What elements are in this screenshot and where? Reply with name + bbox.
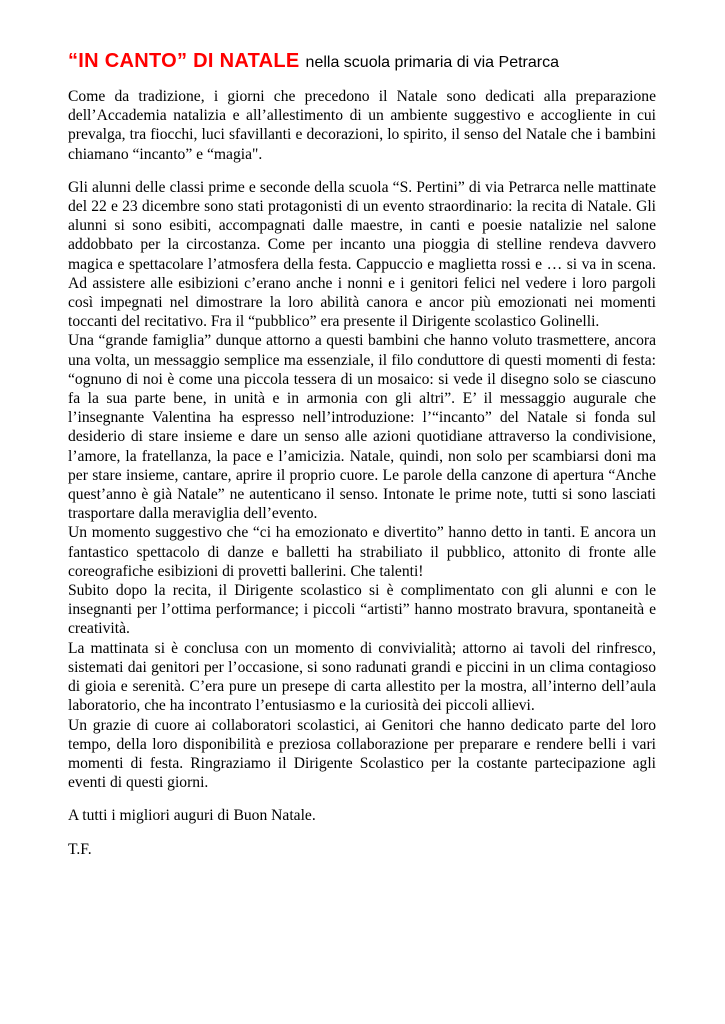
paragraph-moment: Un momento suggestivo che “ci ha emozionato e divertito” hanno detto in tanti. E ancora un fantastico spettacolo di danze e balletti ha strabiliato il pubblico, attonito di fronte alle coreografiche esibizioni di provetti ballerini. Che talenti! bbox=[68, 524, 656, 580]
paragraph-conviviality: La mattinata si è conclusa con un momento di convivialità; attorno ai tavoli del rinfresco, sistemati dai genitori per l’occasione, si sono radunati grandi e piccini in un clima contagioso di gioia e serenità. C’era pure un presepe di carta allestito per la mostra, all’interno dell’aula laboratorio, che ha incontrato l’entusiasmo e la curiosità dei piccoli allievi. bbox=[68, 639, 656, 715]
paragraph-intro: Come da tradizione, i giorni che precedono il Natale sono dedicati alla preparazione dell’Accademia natalizia e all’allestimento di un ambiente suggestivo e accogliente in cui prevalga, tra fiocchi, luci sfavillanti e decorazioni, lo spirito, il senso del Natale che i bambini chiamano “incanto” e “magia". bbox=[68, 88, 656, 163]
article-title bbox=[68, 50, 656, 73]
paragraph-thanks: Un grazie di cuore ai collaboratori scolastici, ai Genitori che hanno dedicato parte del loro tempo, della loro disponibilità e preziosa collaborazione per preparare e rendere belli i vari momenti di festa. Ringraziamo il Dirigente Scolastico per la costante partecipazione agli eventi di questi giorni. bbox=[68, 716, 656, 792]
signature-initials: T.F. bbox=[68, 840, 92, 858]
paragraph-family: Una “grande famiglia” dunque attorno a questi bambini che hanno voluto trasmettere, ancora una volta, un messaggio semplice ma essenziale, il filo conduttore di questi momenti di festa: “ognuno di noi è come una piccola tessera di un mosaico: si vede il disegno solo se ciascuno fa la sua parte bene, in unità e in armonia con gli altri”. E’ il messaggio augurale che l’insegnante Valentina ha espresso nell’introduzione: l’“incanto” del Natale si fonda sul desiderio di stare insieme e dare un senso alle azioni quotidiane attraverso la condivisione, l’amore, la fratellanza, la pace e l’amicizia. Natale, quindi, non solo per scambiarsi doni ma per stare insieme, cantare, aprire il proprio cuore. Le parole della canzone di apertura “Anche quest’anno è già Natale” ne autenticano il senso. Intonate le prime note, tutti si sono lasciati trasportare dalla meraviglia dell’evento. bbox=[68, 332, 656, 523]
paragraph-event: Gli alunni delle classi prime e seconde della scuola “S. Pertini” di via Petrarca nelle mattinate del 22 e 23 dicembre sono stati protagonisti di un evento straordinario: la recita di Natale. Gli alunni si sono esibiti, accompagnati dalle maestre, in canti e poesie natalizie nel salone addobbato per la circostanza. Come per incanto una pioggia di stelline rendeva davvero magica e spettacolare l’atmosfera della festa. Cappuccio e maglietta rossi e … si va in scena. Ad assistere alle esibizioni c’erano anche i nonni e i genitori felici nel vedere i loro pargoli così impegnati nel dimostrare la loro abilità canora e ancor più emozionati nei momenti toccanti del recitativo. Fra il “pubblico” era presente il Dirigente scolastico Golinelli. bbox=[68, 178, 656, 331]
title-main: “IN CANTO” DI NATALE bbox=[68, 50, 300, 72]
title-subtitle: nella scuola primaria di via Petrarca bbox=[305, 54, 559, 71]
paragraph-compliments: Subito dopo la recita, il Dirigente scolastico si è complimentato con gli alunni e con le insegnanti per l’ottima performance; i piccoli “artisti” hanno mostrato bravura, spontaneità e creatività. bbox=[68, 582, 656, 638]
document-page bbox=[68, 50, 656, 859]
paragraph-greetings: A tutti i migliori auguri di Buon Natale. bbox=[68, 807, 316, 825]
